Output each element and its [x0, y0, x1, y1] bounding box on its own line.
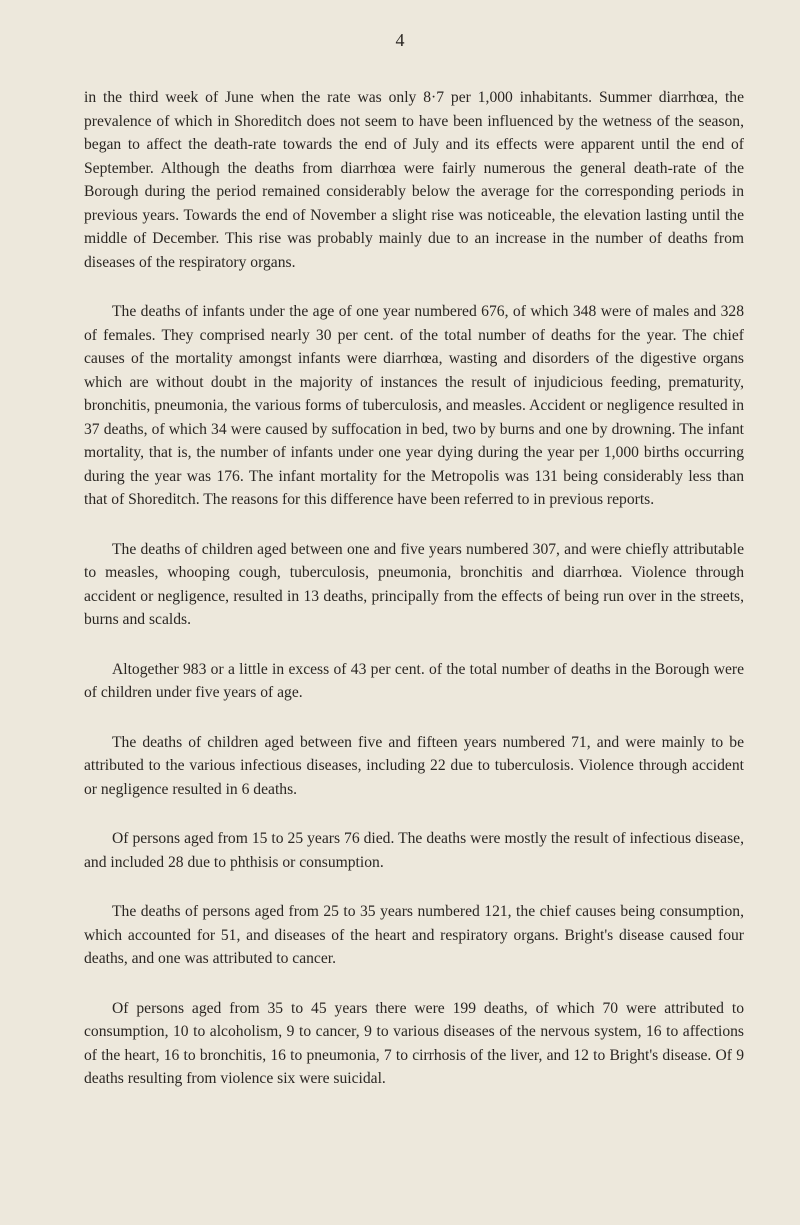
paragraph-children-five-to-fifteen: The deaths of children aged between five and fifteen years numbered 71, and were mainly to be attributed to the various infectious diseases, including 22 due to tuberculosis. Violence through accident or negligence resulted in 6 deaths. — [84, 733, 744, 798]
paragraph-persons-15-to-25: Of persons aged from 15 to 25 years 76 died. The deaths were mostly the result of infectious disease, and included 28 due to phthisis or consumption. — [84, 830, 744, 871]
paragraph-under-five-total: Altogether 983 or a little in excess of 43 per cent. of the total number of deaths in the Borough were of children under five years of age. — [84, 660, 744, 701]
paragraph-summer-diarrhoea: in the third week of June when the rate was only 8·7 per 1,000 inhabitants. Summer diarrhœa, the prevalence of which in Shoreditch does not seem to have been influenced by the wetness of the season, began to affect the death-rate towards the end of July and its effects were apparent until the end of September. Although the deaths from diarrhœa were fairly numerous the general death-rate of the Borough during the period remained considerably below the average for the corresponding periods in previous years. Towards the end of November a slight rise was noticeable, the elevation lasting until the middle of December. This rise was probably mainly due to an increase in the number of deaths from diseases of the respiratory organs. — [84, 89, 744, 271]
body-text — [84, 86, 744, 1117]
page-number: 4 — [395, 30, 405, 50]
paragraph-children-one-to-five: The deaths of children aged between one and five years numbered 307, and were chiefly attributable to measles, whooping cough, tuberculosis, pneumonia, bronchitis and diarrhœa. Violence through accident or negligence, resulted in 13 deaths, principally from the effects of being run over in the streets, burns and scalds. — [84, 540, 744, 628]
paragraph-persons-25-to-35: The deaths of persons aged from 25 to 35 years numbered 121, the chief causes being consumption, which accounted for 51, and diseases of the heart and respiratory organs. Bright's disease caused four deaths, and one was attributed to cancer. — [84, 903, 744, 967]
paragraph-persons-35-to-45: Of persons aged from 35 to 45 years there were 199 deaths, of which 70 were attributed to consumption, 10 to alcoholism, 9 to cancer, 9 to various diseases of the nervous system, 16 to affections of the heart, 16 to bronchitis, 16 to pneumonia, 7 to cirrhosis of the liver, and 12 to Bright's disease. Of 9 deaths resulting from violence six were suicidal. — [84, 999, 744, 1087]
paragraph-infant-deaths: The deaths of infants under the age of one year numbered 676, of which 348 were of males and 328 of females. They comprised nearly 30 per cent. of the total number of deaths for the year. The chief causes of the mortality amongst infants were diarrhœa, wasting and disorders of the digestive organs which are without doubt in the majority of instances the result of injudicious feeding, prematurity, bronchitis, pneumonia, the various forms of tuberculosis, and measles. Accident or negligence resulted in 37 deaths, of which 34 were caused by suffocation in bed, two by burns and one by drowning. The infant mortality, that is, the number of infants under one year dying during the year per 1,000 births occurring during the year was 176. The infant mortality for the Metropolis was 131 being considerably less than that of Shoreditch. The reasons for this difference have been referred to in previous reports. — [84, 303, 744, 508]
